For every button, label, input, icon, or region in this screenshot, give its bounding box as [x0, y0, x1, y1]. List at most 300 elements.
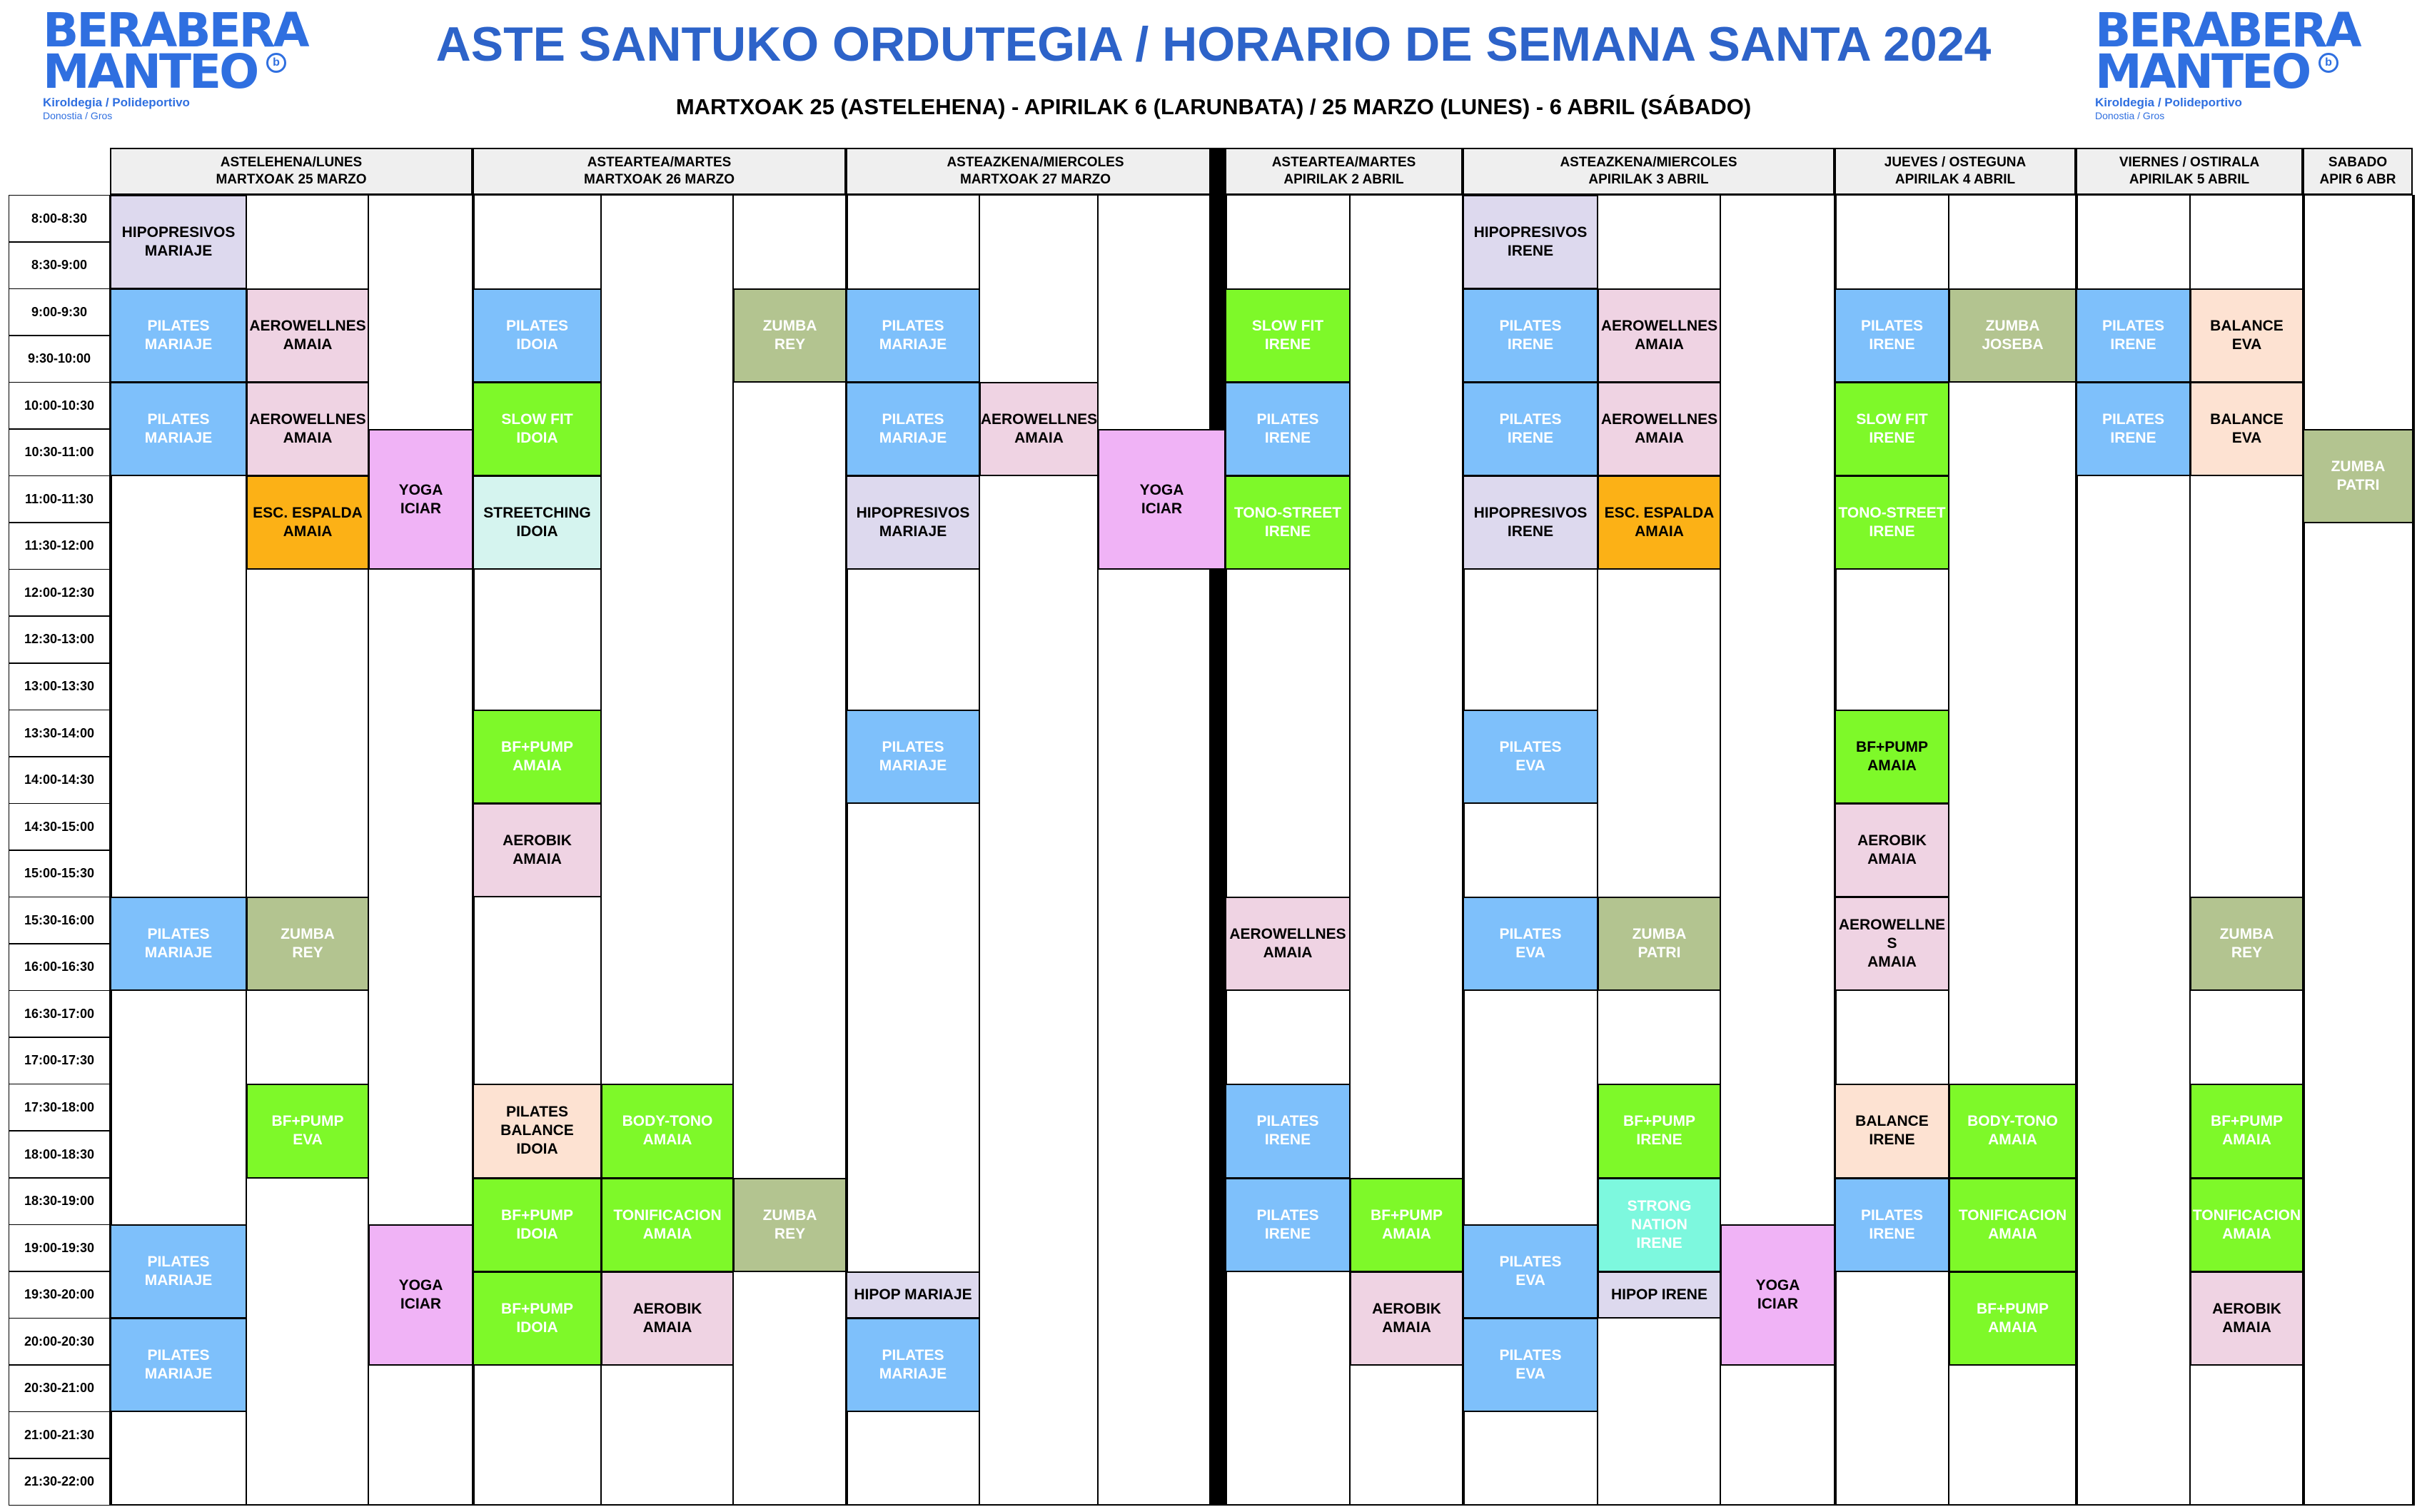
class-block	[110, 288, 247, 383]
class-block	[1835, 897, 1949, 991]
day-header-line1: JUEVES / OSTEGUNA	[1884, 155, 2027, 170]
class-label: AMAIA	[1263, 944, 1313, 962]
class-block	[110, 1224, 247, 1319]
day-header-line2: APIRILAK 4 ABRIL	[1894, 172, 2016, 187]
class-label: AMAIA	[1382, 1225, 1431, 1242]
time-slot: 19:00-19:30	[9, 1224, 110, 1271]
class-label: PILATES	[1860, 318, 1924, 335]
row-line	[110, 194, 2413, 196]
class-label: BODY-TONO	[622, 1113, 713, 1130]
class-block	[110, 897, 247, 991]
class-block	[733, 1178, 847, 1272]
class-label: REY	[2231, 944, 2263, 962]
class-label: ICIAR	[1757, 1295, 1799, 1312]
logo-line2: MANTEO	[2095, 44, 2310, 99]
class-block	[1225, 475, 1351, 570]
class-label: AMAIA	[642, 1319, 692, 1336]
class-block	[1598, 1271, 1721, 1319]
class-label: ICIAR	[400, 500, 442, 517]
class-label: BF+PUMP	[2211, 1113, 2283, 1130]
class-label: IRENE	[2110, 430, 2156, 447]
day-header	[846, 148, 1225, 195]
class-label: STREETCHING	[483, 505, 591, 522]
class-block	[2076, 288, 2191, 383]
class-block	[110, 195, 247, 289]
class-block	[846, 475, 980, 570]
class-label: BF+PUMP	[1977, 1300, 2049, 1317]
time-slot: 14:30-15:00	[9, 803, 110, 850]
class-label: SLOW FIT	[1856, 411, 1928, 428]
logo-line2: MANTEO	[43, 44, 258, 99]
class-label: AMAIA	[283, 430, 333, 447]
class-label: MARIAJE	[879, 523, 947, 540]
class-label: IRENE	[1264, 336, 1311, 353]
class-label: IDOIA	[516, 1319, 558, 1336]
class-label: PILATES	[147, 318, 210, 335]
class-label: IRENE	[1507, 336, 1554, 353]
class-block	[1463, 288, 1598, 383]
class-label: REY	[774, 336, 806, 353]
class-block	[1463, 382, 1598, 476]
class-block	[473, 1084, 602, 1178]
page-subtitle: MARTXOAK 25 (ASTELEHENA) - APIRILAK 6 (LARUNBATA) / 25 MARZO (LUNES) - 6 ABRIL (SÁBADO)	[675, 94, 1752, 119]
class-label: PILATES	[1499, 411, 1562, 428]
class-block	[1598, 1084, 1721, 1178]
class-label: EVA	[1515, 757, 1545, 775]
class-label: AMAIA	[2222, 1132, 2271, 1149]
class-block	[1949, 1271, 2077, 1366]
class-block	[1463, 1318, 1598, 1412]
class-label: PILATES	[882, 1347, 944, 1364]
time-slot: 17:30-18:00	[9, 1084, 110, 1131]
class-label: PILATES	[1499, 1347, 1562, 1364]
class-label: AMAIA	[1867, 954, 1917, 971]
class-label: AMAIA	[283, 336, 333, 353]
class-label: PILATES	[1860, 1206, 1924, 1224]
time-slot: 12:30-13:00	[9, 616, 110, 663]
class-label: IRENE	[1507, 523, 1554, 540]
day-header-line1: ASTEAZKENA/MIERCOLES	[947, 155, 1124, 170]
day-header-line1: ASTEARTEA/MARTES	[1271, 155, 1416, 170]
class-label: BALANCE	[500, 1122, 574, 1139]
class-label: AMAIA	[1988, 1319, 2037, 1336]
class-label: BF+PUMP	[501, 739, 573, 756]
class-label: AEROWELLNES	[1229, 926, 1346, 943]
time-slot: 9:00-9:30	[9, 288, 110, 336]
class-label: MARIAJE	[144, 336, 213, 353]
logo-tagline: Kiroldegia / Polideportivo	[2095, 96, 2242, 109]
class-label: HIPOPRESIVOS	[856, 505, 970, 522]
class-block	[246, 897, 369, 991]
class-label: SLOW FIT	[501, 411, 573, 428]
class-block	[110, 1318, 247, 1412]
class-label: IRENE	[1507, 243, 1554, 260]
class-block	[1598, 382, 1721, 476]
class-label: EVA	[2231, 430, 2262, 447]
class-label: ZUMBA	[1985, 318, 2040, 335]
class-block	[473, 1271, 602, 1366]
time-slot: 19:30-20:00	[9, 1271, 110, 1319]
day-header	[473, 148, 846, 195]
class-label: AMAIA	[2222, 1225, 2271, 1242]
class-label: BF+PUMP	[271, 1113, 344, 1130]
class-block	[846, 288, 980, 383]
class-label: PILATES	[1499, 318, 1562, 335]
time-slot: 15:00-15:30	[9, 850, 110, 897]
class-label: REY	[292, 944, 323, 962]
class-label: ZUMBA	[2331, 458, 2386, 475]
time-slot: 9:30-10:00	[9, 336, 110, 383]
class-label: PILATES	[147, 926, 210, 943]
logo-badge: b	[2318, 53, 2338, 73]
class-block	[2190, 897, 2304, 991]
class-label: AEROWELLNES	[249, 318, 366, 335]
time-slot: 20:30-21:00	[9, 1365, 110, 1412]
class-label: AMAIA	[642, 1225, 692, 1242]
class-label: PATRI	[2336, 476, 2380, 493]
time-slot: 15:30-16:00	[9, 897, 110, 944]
class-block	[473, 382, 602, 476]
class-block	[601, 1178, 734, 1272]
class-label: PILATES	[1499, 926, 1562, 943]
class-label: IRENE	[1507, 430, 1554, 447]
class-label: ZUMBA	[281, 926, 335, 943]
class-label: PILATES	[147, 1347, 210, 1364]
time-slot: 8:00-8:30	[9, 195, 110, 242]
class-block	[1225, 1084, 1351, 1178]
class-block	[1225, 382, 1351, 476]
class-label: MARIAJE	[144, 243, 213, 260]
class-label: PILATES	[882, 411, 944, 428]
logo-line1: BERABERA	[2095, 3, 2360, 58]
class-label: HIPOPRESIVOS	[121, 224, 236, 241]
column-line	[2412, 195, 2415, 1506]
class-label: AEROWELLNES	[1600, 411, 1718, 428]
class-label: MARIAJE	[144, 944, 213, 962]
class-label: IRENE	[1869, 523, 1915, 540]
class-block	[1949, 1178, 2077, 1272]
logo-location: Donostia / Gros	[43, 110, 113, 121]
class-block	[473, 288, 602, 383]
time-slot: 12:00-12:30	[9, 569, 110, 616]
class-block	[1835, 475, 1949, 570]
class-block	[1598, 897, 1721, 991]
class-label: SLOW FIT	[1251, 318, 1324, 335]
class-label: IDOIA	[516, 523, 558, 540]
class-label: PILATES	[147, 411, 210, 428]
class-label: IRENE	[1264, 1132, 1311, 1149]
class-block	[1835, 382, 1949, 476]
class-block	[2190, 1178, 2304, 1272]
time-slot: 18:30-19:00	[9, 1178, 110, 1225]
class-label: PILATES	[2101, 411, 2165, 428]
time-slot: 11:30-12:00	[9, 523, 110, 570]
class-block	[846, 710, 980, 804]
class-label: PILATES	[505, 1104, 569, 1121]
day-header	[2303, 148, 2413, 195]
class-label: AMAIA	[2222, 1319, 2271, 1336]
class-label: TONIFICACION	[2192, 1206, 2301, 1224]
class-label: TONIFICACION	[613, 1206, 722, 1224]
time-slot: 21:30-22:00	[9, 1458, 110, 1506]
class-label: TONO-STREET	[1838, 505, 1946, 522]
class-block	[846, 1318, 980, 1412]
class-block	[1225, 1178, 1351, 1272]
row-line	[110, 1504, 2413, 1506]
class-label: IDOIA	[516, 1225, 558, 1242]
class-label: STRONG	[1627, 1197, 1692, 1214]
class-block	[1835, 1084, 1949, 1178]
class-block	[2190, 1084, 2304, 1178]
class-block	[733, 288, 847, 383]
time-slot: 11:00-11:30	[9, 475, 110, 523]
class-label: PILATES	[1256, 1113, 1319, 1130]
class-label: MARIAJE	[879, 757, 947, 775]
class-block	[473, 1178, 602, 1272]
day-header-line2: MARTXOAK 26 MARZO	[583, 172, 735, 187]
class-block	[1598, 1178, 1721, 1272]
time-slot: 20:00-20:30	[9, 1318, 110, 1365]
class-label: YOGA	[398, 481, 443, 498]
week-separator	[1209, 148, 1225, 1506]
class-label: BF+PUMP	[501, 1300, 573, 1317]
class-label: MARIAJE	[879, 336, 947, 353]
class-label: PILATES	[147, 1254, 210, 1271]
class-label: ZUMBA	[762, 1206, 817, 1224]
class-block	[1598, 475, 1721, 570]
class-label: ZUMBA	[1632, 926, 1687, 943]
class-label: IRENE	[1636, 1132, 1682, 1149]
day-header-line1: ASTEAZKENA/MIERCOLES	[1560, 155, 1737, 170]
class-label: IRENE	[1264, 523, 1311, 540]
day-header	[110, 148, 473, 195]
class-label: AMAIA	[1382, 1319, 1431, 1336]
time-slot: 10:30-11:00	[9, 429, 110, 476]
class-block	[1949, 288, 2077, 383]
class-label: YOGA	[1755, 1276, 1800, 1294]
class-label: S	[1887, 935, 1897, 952]
class-label: PILATES	[1256, 1206, 1319, 1224]
class-label: EVA	[1515, 944, 1545, 962]
class-label: AMAIA	[1014, 430, 1064, 447]
class-block	[1463, 195, 1598, 289]
class-label: IRENE	[1869, 1132, 1915, 1149]
class-label: PATRI	[1638, 944, 1681, 962]
class-block	[601, 1271, 734, 1366]
class-label: HIPOPRESIVOS	[1473, 224, 1588, 241]
class-label: AMAIA	[513, 851, 562, 868]
class-label: ZUMBA	[2219, 926, 2274, 943]
class-label: BODY-TONO	[1967, 1113, 2058, 1130]
day-header-line2: APIRILAK 5 ABRIL	[2129, 172, 2250, 187]
class-label: PILATES	[1499, 1254, 1562, 1271]
page-title: ASTE SANTUKO ORDUTEGIA / HORARIO DE SEMANA SANTA 2024	[435, 17, 1992, 71]
class-label: IDOIA	[516, 336, 558, 353]
class-label: PILATES	[2101, 318, 2165, 335]
day-header-line1: VIERNES / OSTIRALA	[2119, 155, 2260, 170]
class-label: AEROWELLNES	[1600, 318, 1718, 335]
class-label: YOGA	[398, 1276, 443, 1294]
class-block	[1098, 429, 1226, 570]
class-label: AEROBIK	[1372, 1300, 1441, 1317]
class-block	[2303, 429, 2413, 523]
class-block	[1835, 288, 1949, 383]
class-label: PILATES	[1499, 739, 1562, 756]
class-label: AEROBIK	[632, 1300, 702, 1317]
class-label: PILATES	[882, 318, 944, 335]
class-label: YOGA	[1139, 481, 1184, 498]
class-label: NATION	[1631, 1216, 1687, 1233]
class-block	[246, 1084, 369, 1178]
class-label: MARIAJE	[144, 1272, 213, 1289]
class-label: IDOIA	[516, 430, 558, 447]
logo-badge: b	[266, 53, 286, 73]
class-label: HIPOPRESIVOS	[1473, 505, 1588, 522]
class-label: ICIAR	[1141, 500, 1183, 517]
class-label: AEROWELLNES	[980, 411, 1098, 428]
class-block	[473, 803, 602, 897]
class-label: BALANCE	[2210, 411, 2284, 428]
class-block	[601, 1084, 734, 1178]
class-block	[246, 288, 369, 383]
class-label: MARIAJE	[879, 1366, 947, 1383]
time-slot: 21:00-21:30	[9, 1411, 110, 1458]
class-label: AEROBIK	[503, 832, 572, 850]
class-block	[368, 429, 473, 570]
class-block	[1720, 1224, 1835, 1366]
class-label: BF+PUMP	[1371, 1206, 1443, 1224]
class-block	[979, 382, 1099, 476]
class-block	[1463, 710, 1598, 804]
day-header-line2: MARTXOAK 25 MARZO	[216, 172, 367, 187]
time-slot: 16:00-16:30	[9, 944, 110, 991]
class-block	[1463, 475, 1598, 570]
class-label: IRENE	[1869, 1225, 1915, 1242]
class-block	[846, 1271, 980, 1319]
class-label: BF+PUMP	[1623, 1113, 1695, 1130]
time-slot: 8:30-9:00	[9, 242, 110, 289]
class-block	[2190, 382, 2304, 476]
class-label: BALANCE	[1855, 1113, 1929, 1130]
time-slot: 14:00-14:30	[9, 757, 110, 804]
time-slot: 13:30-14:00	[9, 710, 110, 757]
time-slot: 17:00-17:30	[9, 1037, 110, 1084]
class-block	[1835, 710, 1949, 804]
day-header-line1: ASTEARTEA/MARTES	[587, 155, 732, 170]
class-label: ZUMBA	[762, 318, 817, 335]
class-label: JOSEBA	[1982, 336, 2044, 353]
class-block	[2076, 382, 2191, 476]
class-block	[246, 382, 369, 476]
class-label: AMAIA	[1635, 523, 1684, 540]
class-label: HIPOP IRENE	[1611, 1286, 1707, 1303]
class-block	[1949, 1084, 2077, 1178]
class-label: AMAIA	[1988, 1225, 2037, 1242]
class-block	[1225, 897, 1351, 991]
day-header-line2: MARTXOAK 27 MARZO	[959, 172, 1111, 187]
class-label: AEROWELLNES	[249, 411, 366, 428]
class-label: AMAIA	[513, 757, 562, 775]
class-label: BF+PUMP	[1856, 739, 1928, 756]
class-label: EVA	[2231, 336, 2262, 353]
day-header-line1: SABADO	[2328, 155, 2388, 170]
time-slot: 13:00-13:30	[9, 663, 110, 710]
class-label: PILATES	[1256, 411, 1319, 428]
class-label: EVA	[293, 1132, 323, 1149]
class-label: IRENE	[1869, 336, 1915, 353]
logo-location: Donostia / Gros	[2095, 110, 2165, 121]
class-block	[473, 710, 602, 804]
class-label: IRENE	[1636, 1234, 1682, 1251]
day-header	[1225, 148, 1463, 195]
class-block	[846, 382, 980, 476]
class-label: AMAIA	[1988, 1132, 2037, 1149]
day-header	[2076, 148, 2303, 195]
class-label: PILATES	[505, 318, 569, 335]
class-label: BF+PUMP	[501, 1206, 573, 1224]
class-label: IDOIA	[516, 1141, 558, 1158]
class-block	[1598, 288, 1721, 383]
class-block	[1835, 803, 1949, 897]
class-label: ICIAR	[400, 1295, 442, 1312]
class-label: ESC. ESPALDA	[253, 505, 363, 522]
class-block	[1350, 1271, 1463, 1366]
day-header	[1835, 148, 2076, 195]
day-header	[1463, 148, 1835, 195]
class-label: BALANCE	[2210, 318, 2284, 335]
class-block	[1463, 1224, 1598, 1319]
time-slot: 10:00-10:30	[9, 382, 110, 429]
class-label: AMAIA	[1867, 757, 1917, 775]
class-label: HIPOP MARIAJE	[854, 1286, 972, 1303]
class-block	[1463, 897, 1598, 991]
class-label: IRENE	[1264, 1225, 1311, 1242]
class-block	[110, 382, 247, 476]
class-label: AEROBIK	[2212, 1300, 2281, 1317]
class-block	[368, 1224, 473, 1366]
time-slot: 18:00-18:30	[9, 1131, 110, 1178]
logo-line1: BERABERA	[43, 3, 308, 58]
class-label: PILATES	[882, 739, 944, 756]
day-header-line2: APIR 6 ABR	[2319, 172, 2396, 187]
class-label: AMAIA	[642, 1132, 692, 1149]
time-slot: 16:30-17:00	[9, 990, 110, 1037]
class-label: MARIAJE	[144, 1366, 213, 1383]
class-label: TONIFICACION	[1958, 1206, 2067, 1224]
class-block	[2190, 288, 2304, 383]
class-label: ESC. ESPALDA	[1604, 505, 1715, 522]
day-header-line2: APIRILAK 2 ABRIL	[1283, 172, 1404, 187]
class-label: EVA	[1515, 1366, 1545, 1383]
day-header-line2: APIRILAK 3 ABRIL	[1588, 172, 1709, 187]
class-label: IRENE	[1264, 430, 1311, 447]
class-block	[1350, 1178, 1463, 1272]
class-label: EVA	[1515, 1272, 1545, 1289]
day-header-line1: ASTELEHENA/LUNES	[220, 155, 363, 170]
class-label: AMAIA	[1635, 336, 1684, 353]
class-label: AEROWELLNE	[1838, 917, 1946, 934]
class-label: IRENE	[2110, 336, 2156, 353]
class-label: AMAIA	[1867, 851, 1917, 868]
class-label: MARIAJE	[879, 430, 947, 447]
class-block	[1835, 1178, 1949, 1272]
class-label: TONO-STREET	[1233, 505, 1342, 522]
class-block	[246, 475, 369, 570]
class-label: REY	[774, 1225, 806, 1242]
class-block	[2190, 1271, 2304, 1366]
class-label: IRENE	[1869, 430, 1915, 447]
class-label: AMAIA	[1635, 430, 1684, 447]
